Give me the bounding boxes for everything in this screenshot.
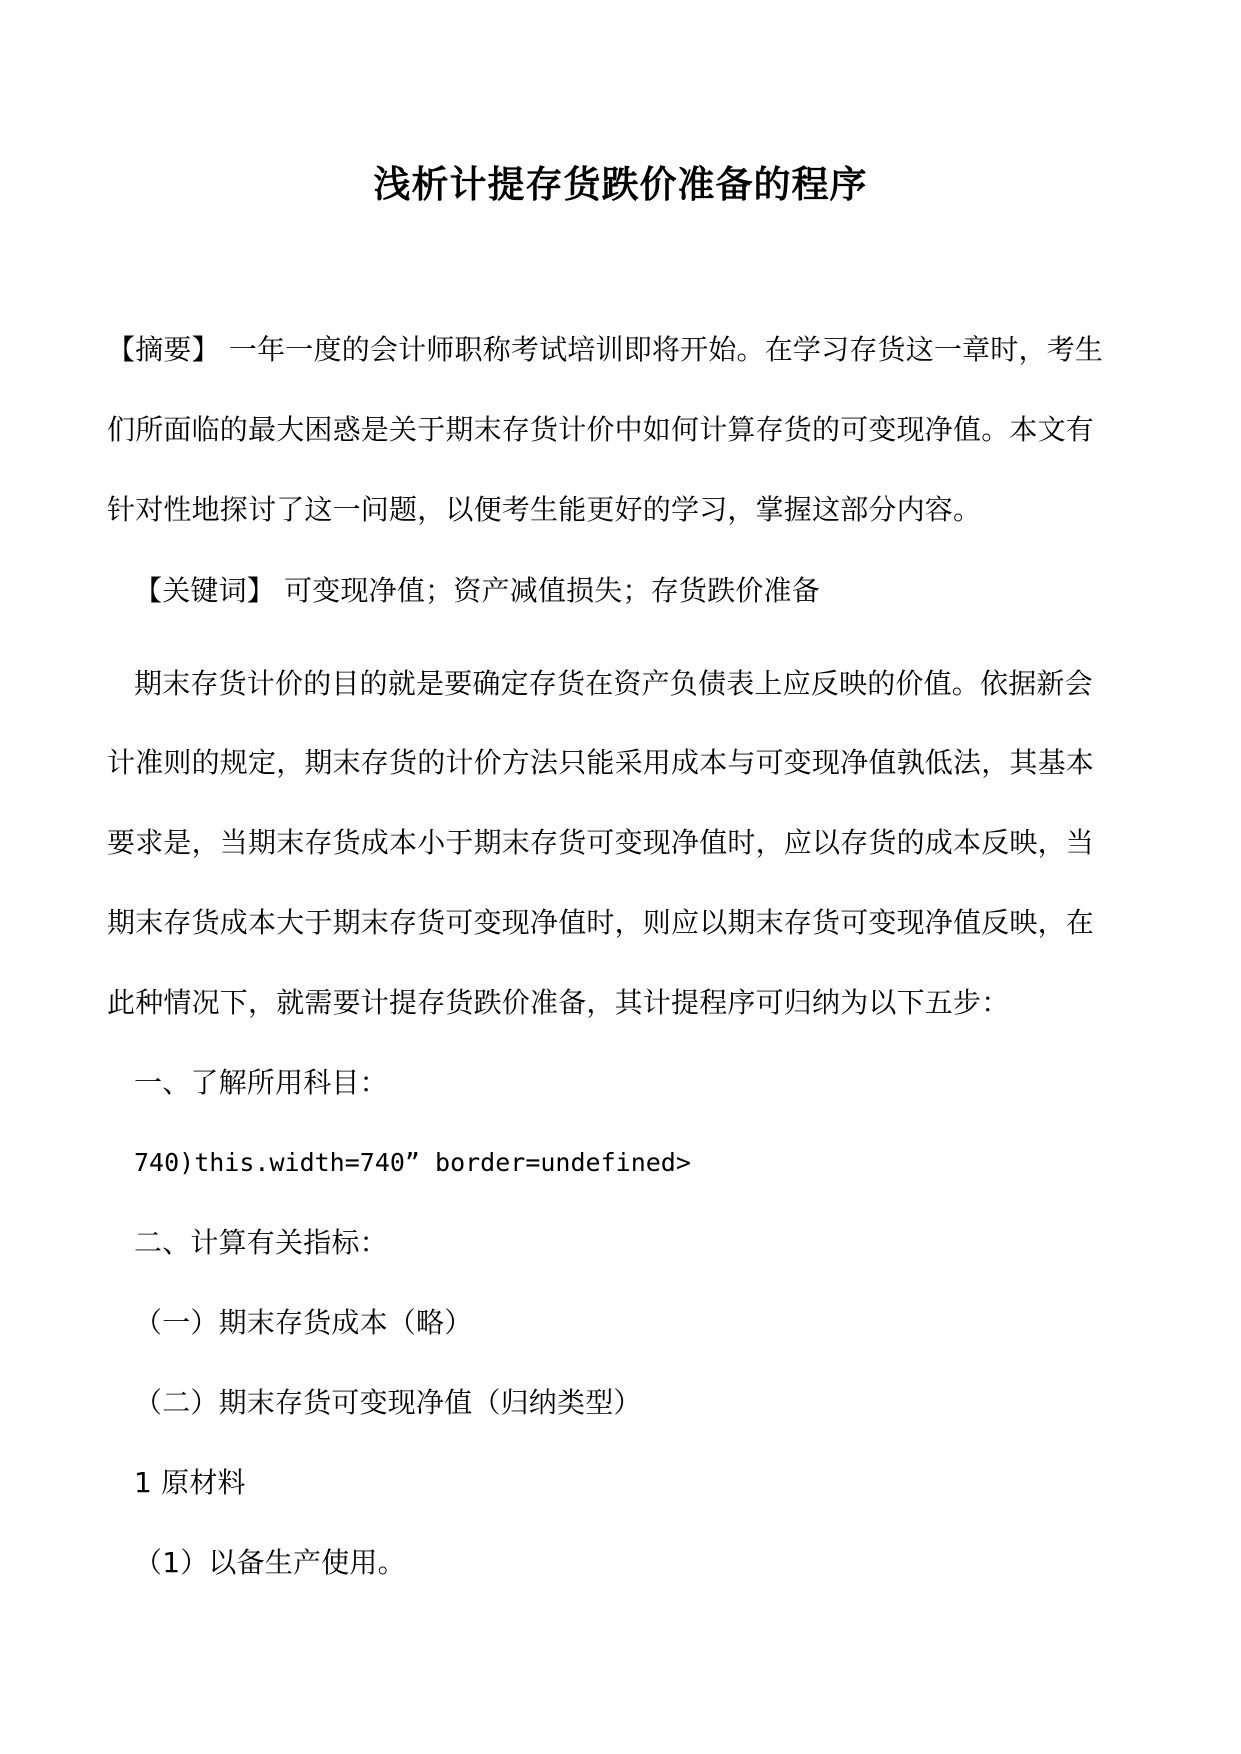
list-item: （二）期末存货可变现净值（归纳类型） xyxy=(134,1386,642,1419)
abstract-line: 针对性地探讨了这一问题，以便考生能更好的学习，掌握这部分内容。 xyxy=(107,493,982,526)
document-title: 浅析计提存货跌价准备的程序 xyxy=(373,163,868,206)
list-item: （一）期末存货成本（略） xyxy=(134,1306,473,1339)
body-line: 期末存货计价的目的就是要确定存货在资产负债表上应反映的价值。依据新会 xyxy=(134,667,1093,700)
abstract-line: 们所面临的最大困惑是关于期末存货计价中如何计算存货的可变现净值。本文有 xyxy=(107,413,1095,446)
list-item: （1）以备生产使用。 xyxy=(134,1546,406,1579)
body-line: 此种情况下，就需要计提存货跌价准备，其计提程序可归纳为以下五步： xyxy=(107,986,1010,1019)
keywords-line: 【关键词】 可变现净值；资产减值损失；存货跌价准备 xyxy=(134,574,820,607)
section-heading-one: 一、了解所用科目： xyxy=(134,1066,388,1099)
code-fragment: 740)this.width=740” border=undefined> xyxy=(134,1148,691,1177)
list-item: 1 原材料 xyxy=(134,1466,246,1499)
section-heading-two: 二、计算有关指标： xyxy=(134,1226,388,1259)
body-line: 期末存货成本大于期末存货可变现净值时，则应以期末存货可变现净值反映，在 xyxy=(107,906,1095,939)
body-line: 计准则的规定，期末存货的计价方法只能采用成本与可变现净值孰低法，其基本 xyxy=(107,746,1095,779)
body-line: 要求是，当期末存货成本小于期末存货可变现净值时，应以存货的成本反映，当 xyxy=(107,826,1095,859)
abstract-line: 【摘要】 一年一度的会计师职称考试培训即将开始。在学习存货这一章时，考生 xyxy=(107,333,1104,366)
